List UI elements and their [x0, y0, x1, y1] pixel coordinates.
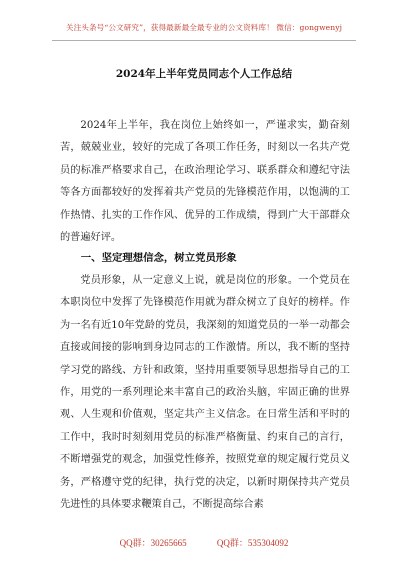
footer-qq-group-1: QQ群：30265665 [119, 538, 187, 548]
paragraph-intro: 2024年上半年，我在岗位上始终如一，严谨求实，勤奋刻苦，兢兢业业，较好的完成了各项工作任务，时刻以一名共产党员的标准严格要求自己，在政治理论学习、联系群众和遵纪守法等各方面都较好的发挥着共产党员的先锋模范作用，以饱满的工作热情、扎实的工作作风、优异的工作成绩，得到广大干部群众的普遍好评。 [60, 120, 350, 244]
header-promo-note: 关注头条号“公文研究”，获得最新最全最专业的公文资料库！ 微信：gongwenyj [65, 23, 343, 32]
paragraph-section-1: 党员形象，从一定意义上说，就是岗位的形象。一个党员在本职岗位中发挥了先锋模范作用就为群众树立了良好的榜样。作为一名有近10年党龄的党员，我深刻的知道党员的一举一动都会直接或间接的影响到身边同志的工作激情。所以，我不断的坚持学习党的路线、方针和政策，坚持用重要领导思想指导自己的工作，用党的一系列理论来丰富自己的政治头脑，牢固正确的世界观、人生观和价值观，坚定共产主义信念。在日常生活和平时的工作中，我时时刻刻用党员的标准严格衡量、约束自己的言行，不断增强党的观念，加强党性修养，按照党章的规定履行党员义务，严格遵守党的纪律，执行党的决定，以新时期保持共产党员先进性的具体要求鞭策自己，不断提高综合素 [60, 275, 350, 511]
header-divider [52, 40, 356, 41]
footer-contact [0, 536, 408, 549]
section-heading-1: 一、坚定理想信念，树立党员形象 [80, 252, 237, 264]
footer-qq-group-2: QQ群：535304092 [216, 538, 289, 548]
document-title: 2024年上半年党员同志个人工作总结 [115, 68, 293, 80]
